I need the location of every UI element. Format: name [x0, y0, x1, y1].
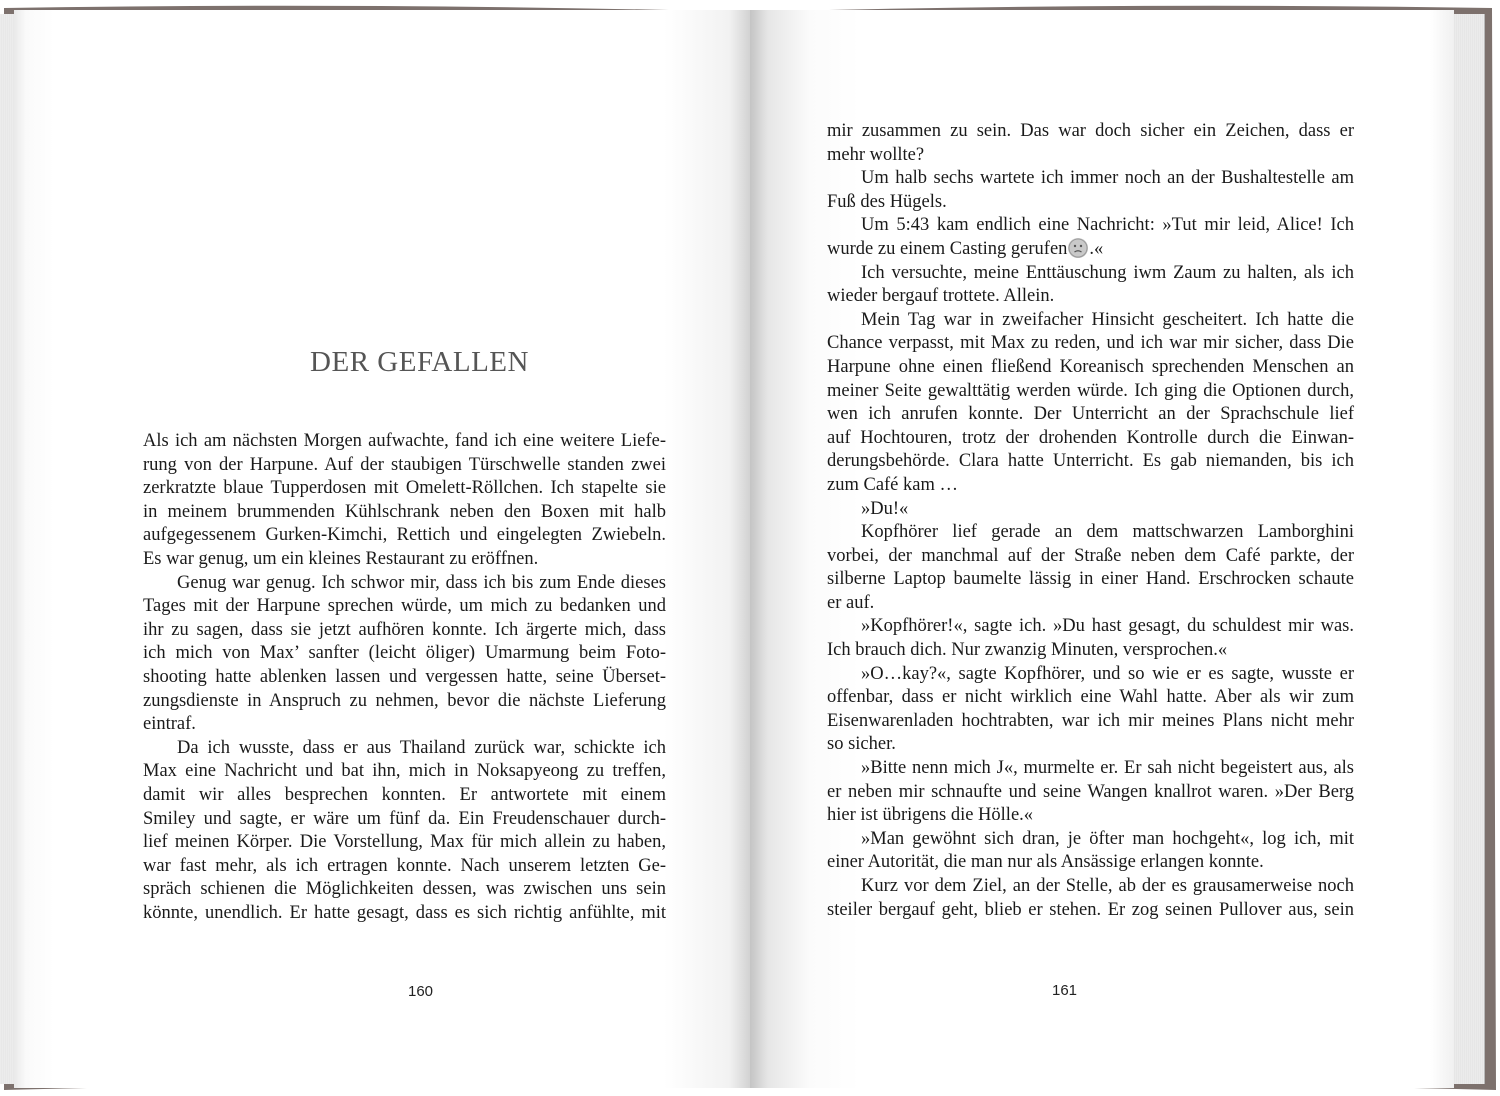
text-line — [143, 619, 666, 643]
text-line-content: Es war genug, um ein kleines Restaurant zu eröffnen. — [143, 548, 539, 569]
text-line — [143, 572, 666, 596]
text-line-content: Tages mit der Harpune sprechen würde, um mich zu bedanken und — [143, 596, 666, 617]
text-line — [827, 592, 1354, 616]
text-line-content: Harpune ohne einen fließend Koreanisch sprechenden Menschen an — [827, 356, 1354, 377]
page-number-left: 160 — [408, 983, 434, 1000]
text-line-content: in meinem brummenden Kühlschrank neben den Boxen mit halb — [143, 501, 666, 522]
text-line — [143, 902, 666, 926]
text-line — [143, 690, 666, 714]
text-line-content: zum Café kam … — [827, 474, 958, 495]
text-line — [827, 498, 1354, 522]
text-line — [827, 781, 1354, 805]
text-line-content: war fast mehr, als ich ertragen konnte. Nach unserem letzten Ge- — [143, 855, 666, 876]
text-line-content: Kopfhörer lief gerade an dem mattschwarzen Lamborghini — [861, 522, 1354, 543]
text-line — [827, 450, 1354, 474]
text-line-content: Eisenwarenladen hochtrabten, war ich mir meines Plans nicht mehr — [827, 710, 1354, 731]
text-line-content: Da ich wusste, dass er aus Thailand zurück war, schickte ich — [177, 737, 666, 758]
text-line — [827, 686, 1354, 710]
sad-face-emoji-icon — [1068, 238, 1088, 258]
right-page-text — [827, 120, 1354, 922]
text-line-content: Kurz vor dem Ziel, an der Stelle, ab der es grausamerweise noch — [861, 876, 1354, 896]
text-line — [143, 524, 666, 548]
text-line-content: »O…kay?«, sagte Kopfhörer, und so wie er es sagte, wusste er — [861, 663, 1354, 684]
text-line — [827, 851, 1354, 875]
text-line — [143, 430, 666, 454]
text-line — [143, 760, 666, 784]
text-line — [827, 238, 1354, 262]
text-line-content: spräch schienen die Möglichkeiten dessen, was zwischen uns sein — [143, 879, 666, 900]
text-line-content: offenbar, dass er nicht wirklich eine Wahl hatte. Aber als wir zum — [827, 687, 1354, 708]
text-line — [827, 545, 1354, 569]
text-line-content: hier ist übrigens die Hölle.« — [827, 805, 1034, 826]
text-line — [143, 477, 666, 501]
text-line — [827, 710, 1354, 734]
text-line — [827, 663, 1354, 687]
text-line-after: .« — [1089, 238, 1104, 259]
text-line — [827, 568, 1354, 592]
text-line-content: »Man gewöhnt sich dran, je öfter man hochgeht«, log ich, mit — [861, 828, 1354, 849]
text-line-content: »Kopfhörer!«, sagte ich. »Du hast gesagt, du schuldest mir was. — [861, 616, 1354, 637]
text-line — [143, 831, 666, 855]
text-line-content: damit wir alles besprechen konnten. Er antwortete mit einem — [143, 784, 666, 805]
text-line-content: auf Hochtouren, trotz der drohenden Kontrolle durch die Einwan- — [827, 427, 1354, 448]
chapter-title: DER GEFALLEN — [310, 346, 529, 378]
text-line-content: mehr wollte? — [827, 144, 925, 165]
text-line-content: ihr zu sagen, dass sie jetzt aufhören konnte. Ich ärgerte mich, dass — [143, 619, 666, 640]
text-line-content: silberne Laptop baumelte lässig in einer Hand. Erschrocken schaute — [827, 569, 1354, 590]
text-line-content: mir zusammen zu sein. Das war doch sicher ein Zeichen, dass er — [827, 121, 1354, 141]
text-line-content: wen ich anrufen konnte. Der Unterricht an der Sprachschule lief — [827, 404, 1354, 425]
text-line-content: ich mich von Max’ sanfter (leicht öliger) Umarmung beim Foto- — [143, 643, 666, 664]
text-line-content: wurde zu einem Casting gerufen — [827, 238, 1068, 259]
text-line-content: Genug war genug. Ich schwor mir, dass ich bis zum Ende dieses — [177, 572, 666, 593]
text-line — [143, 501, 666, 525]
text-line — [143, 713, 666, 737]
text-line-content: »Bitte nenn mich J«, murmelte er. Er sah nicht begeistert aus, als — [861, 758, 1354, 779]
text-line — [827, 332, 1354, 356]
text-line-content: er auf. — [827, 592, 875, 613]
text-line — [827, 733, 1354, 757]
text-line — [827, 262, 1354, 286]
text-line-content: meiner Seite gewalttätig werden würde. Ich ging die Optionen durch, — [827, 380, 1354, 401]
text-line — [827, 167, 1354, 191]
text-line — [143, 737, 666, 761]
text-line-content: Fuß des Hügels. — [827, 191, 947, 212]
text-line — [827, 899, 1354, 923]
text-line — [827, 521, 1354, 545]
text-line-content: er neben mir schnaufte und seine Wangen knallrot waren. »Der Berg — [827, 781, 1354, 802]
text-line — [827, 285, 1354, 309]
text-line-content: Max eine Nachricht und bat ihn, mich in Noksapyeong zu treffen, — [143, 761, 666, 782]
text-line-content: Ich brauch dich. Nur zwanzig Minuten, versprochen.« — [827, 640, 1228, 661]
text-line — [143, 878, 666, 902]
text-line — [827, 309, 1354, 333]
page-number-right: 161 — [1052, 982, 1078, 999]
text-line — [827, 875, 1354, 899]
text-line — [827, 380, 1354, 404]
text-line-content: Als ich am nächsten Morgen aufwachte, fand ich eine weitere Liefe- — [143, 431, 666, 451]
text-line-content: zungsdienste in Anspruch zu nehmen, bevor die nächste Lieferung — [143, 690, 666, 711]
text-line-content: Smiley und sagte, er wäre um fünf da. Ein Freudenschauer durch- — [143, 808, 666, 829]
text-line — [827, 120, 1354, 144]
text-line — [827, 615, 1354, 639]
text-line — [143, 855, 666, 879]
text-line-content: steiler bergauf geht, blieb er stehen. Er zog seinen Pullover aus, sein — [827, 899, 1354, 920]
text-line — [827, 144, 1354, 168]
text-line — [143, 595, 666, 619]
right-page-edges — [1454, 14, 1485, 1084]
text-line-content: rung von der Harpune. Auf der staubigen Türschwelle standen zwei — [143, 454, 666, 475]
text-line — [827, 427, 1354, 451]
text-line-content: zerkratzte blaue Tupperdosen mit Omelett-Röllchen. Ich stapelte sie — [143, 478, 666, 499]
text-line-content: aufgegessenem Gurken-Kimchi, Rettich und eingelegten Zwiebeln. — [143, 525, 666, 546]
text-line-content: Ich versuchte, meine Enttäuschung iwm Zaum zu halten, als ich — [861, 262, 1354, 283]
text-line — [143, 642, 666, 666]
text-line-content: shooting hatte ablenken lassen und vergessen hatte, seine Überset- — [143, 666, 666, 687]
text-line-content: so sicher. — [827, 734, 896, 755]
text-line — [143, 808, 666, 832]
text-line — [827, 639, 1354, 663]
text-line — [827, 804, 1354, 828]
text-line-content: wieder bergauf trottete. Allein. — [827, 286, 1055, 307]
text-line — [827, 474, 1354, 498]
text-line-content: Chance verpasst, mit Max zu reden, und ich war mir sicher, dass Die — [827, 333, 1354, 354]
text-line-content: lief meinen Körper. Die Vorstellung, Max für mich allein zu haben, — [143, 832, 666, 853]
text-line-content: Um halb sechs wartete ich immer noch an der Bushaltestelle am — [861, 168, 1354, 189]
text-line-content: »Du!« — [861, 498, 909, 519]
text-line — [143, 454, 666, 478]
text-line-content: könnte, unendlich. Er hatte gesagt, dass es sich richtig anfühlte, mit — [143, 902, 666, 923]
text-line-content: vorbei, der manchmal auf der Straße neben dem Café parkte, der — [827, 545, 1354, 566]
text-line — [827, 191, 1354, 215]
text-line-content: Um 5:43 kam endlich eine Nachricht: »Tut mir leid, Alice! Ich — [861, 215, 1354, 236]
text-line — [827, 403, 1354, 427]
left-page-text — [143, 430, 666, 925]
text-line — [827, 828, 1354, 852]
text-line — [143, 784, 666, 808]
text-line — [827, 757, 1354, 781]
text-line-content: Mein Tag war in zweifacher Hinsicht gescheitert. Ich hatte die — [861, 309, 1354, 330]
text-line — [143, 666, 666, 690]
text-line — [143, 548, 666, 572]
text-line-content: eintraf. — [143, 714, 196, 735]
text-line-content: derungsbehörde. Clara hatte Unterricht. Es gab niemanden, bis ich — [827, 451, 1354, 472]
text-line — [827, 356, 1354, 380]
text-line-content: einer Autorität, die man nur als Ansässige erlangen konnte. — [827, 852, 1264, 873]
text-line — [827, 214, 1354, 238]
